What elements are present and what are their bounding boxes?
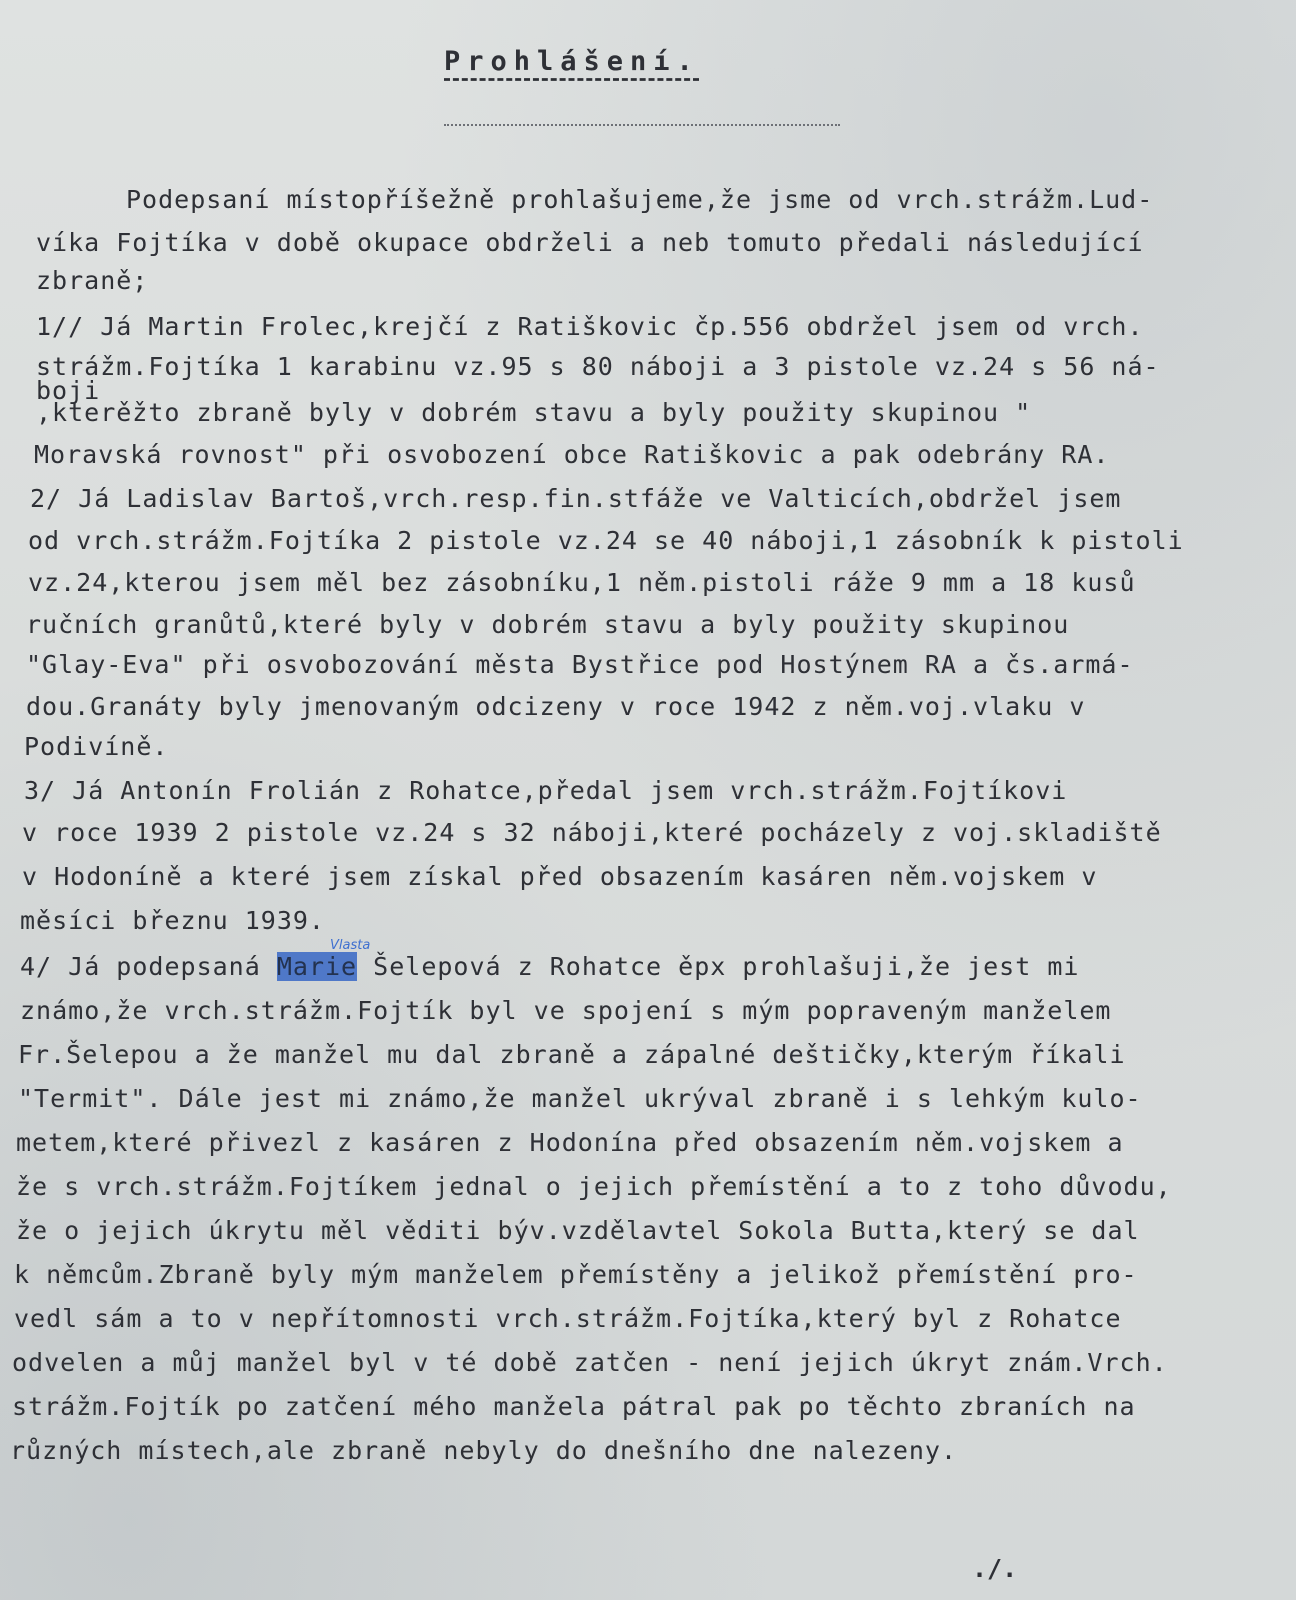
- item-2-line-3: vz.24,kterou jsem měl bez zásobníku,1 něm.pistoli ráže 9 mm a 18 kusů: [28, 568, 1136, 597]
- item-4-line-5: metem,které přivezl z kasáren z Hodonína před obsazením něm.vojskem a: [16, 1128, 1124, 1157]
- item-4-line-10: odvelen a můj manžel byl v té době zatčen - není jejich úkryt znám.Vrch.: [12, 1348, 1168, 1377]
- item-3-line-1: 3/ Já Antonín Frolián z Rohatce,předal jsem vrch.strážm.Fojtíkovi: [24, 776, 1068, 805]
- item-4-line-6: že s vrch.strážm.Fojtíkem jednal o jejich přemístění a to z toho důvodu,: [16, 1172, 1172, 1201]
- item-2-line-5: "Glay-Eva" při osvobozování města Bystřice pod Hostýnem RA a čs.armá-: [26, 650, 1134, 679]
- item-4-line-7: že o jejich úkrytu měl věditi býv.vzdělavtel Sokola Butta,který se dal: [16, 1216, 1140, 1245]
- item-1-line-2: strážm.Fojtíka 1 karabinu vz.95 s 80 náboji a 3 pistole vz.24 s 56 ná-: [36, 352, 1160, 381]
- item-4-line-1-end: Šelepová z Rohatce ěpx prohlašuji,že jest mi: [373, 952, 1080, 981]
- item-2-line-4: ručních granůtů,které byly v dobrém stavu a byly použity skupinou: [26, 610, 1070, 639]
- item-2-line-7: Podivíně.: [24, 732, 169, 761]
- item-1-line-5: Moravská rovnost" při osvobození obce Ratiškovic a pak odebrány RA.: [34, 440, 1110, 469]
- item-2-line-6: dou.Granáty byly jmenovaným odcizeny v roce 1942 z něm.voj.vlaku v: [26, 692, 1086, 721]
- item-4-line-2: známo,že vrch.strážm.Fojtík byl ve spojení s mým popraveným manželem: [20, 996, 1112, 1025]
- item-4-line-4: "Termit". Dále jest mi známo,že manžel ukrýval zbraně i s lehkým kulo-: [18, 1084, 1142, 1113]
- page-continuation-mark: ./.: [972, 1554, 1018, 1583]
- item-2-line-2: od vrch.strážm.Fojtíka 2 pistole vz.24 se 40 náboji,1 zásobník k pistoli: [28, 526, 1184, 555]
- item-4-line-1-start: 4/ Já podepsaná: [20, 952, 261, 981]
- item-3-line-3: v Hodoníně a které jsem získal před obsazením kasáren něm.vojskem v: [22, 862, 1098, 891]
- item-4-line-11: strážm.Fojtík po zatčení mého manžela pátral pak po těchto zbraních na: [12, 1392, 1136, 1421]
- item-2-line-1: 2/ Já Ladislav Bartoš,vrch.resp.fin.stfáže ve Valticích,obdržel jsem: [30, 484, 1122, 513]
- item-3-line-4: měsíci březnu 1939.: [20, 906, 325, 935]
- item-4-line-9: vedl sám a to v nepřítomnosti vrch.strážm.Fojtíka,který byl z Rohatce: [14, 1304, 1122, 1333]
- paragraph-intro-line-1: Podepsaní místopříšežně prohlašujeme,že jsme od vrch.strážm.Lud-: [126, 185, 1154, 214]
- item-3-line-2: v roce 1939 2 pistole vz.24 s 32 náboji,které pocházely z voj.skladiště: [22, 818, 1162, 847]
- highlighted-name: Marie: [276, 952, 358, 981]
- paragraph-intro-line-2: víka Fojtíka v době okupace obdrželi a neb tomuto předali následující: [36, 228, 1144, 257]
- item-1-line-4: ,kterěžto zbraně byly v dobrém stavu a byly použity skupinou ": [36, 398, 1032, 427]
- item-4-line-12: různých místech,ale zbraně nebyly do dnešního dne nalezeny.: [10, 1436, 958, 1465]
- item-1-line-3: boji: [36, 376, 101, 405]
- document-title: Prohlášení.: [444, 46, 700, 77]
- item-1-line-1: 1// Já Martin Frolec,krejčí z Ratiškovic čp.556 obdržel jsem od vrch.: [36, 312, 1144, 341]
- title-dotted-rule: [444, 124, 840, 126]
- item-4-line-3: Fr.Šelepou a že manžel mu dal zbraně a zápalné deštičky,kterým říkali: [18, 1040, 1126, 1069]
- item-4-line-1: [20, 952, 1079, 982]
- paragraph-intro-line-3: zbraně;: [36, 266, 149, 295]
- handwritten-note: Vlasta: [330, 938, 371, 953]
- item-4-line-8: k němcům.Zbraně byly mým manželem přemístěny a jelikož přemístění pro-: [14, 1260, 1138, 1289]
